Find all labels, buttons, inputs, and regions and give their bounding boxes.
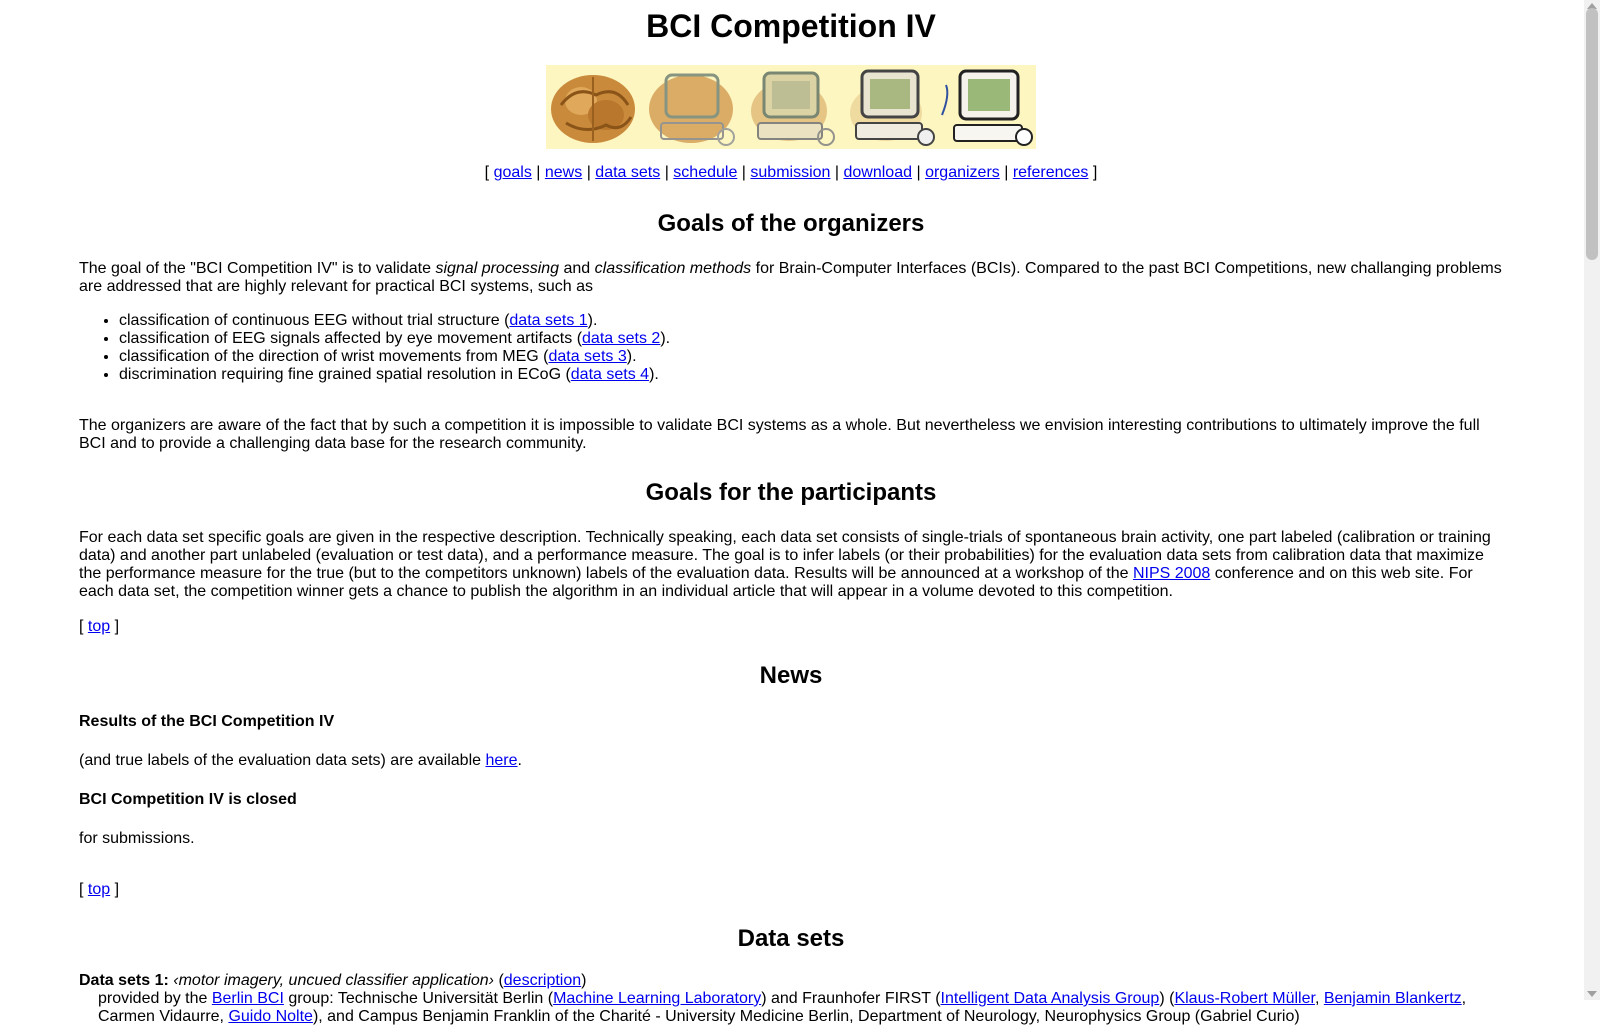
link-guido-nolte[interactable]: Guido Nolte: [228, 1008, 313, 1025]
link-here[interactable]: here: [485, 752, 518, 769]
section-heading-data-sets: Data sets: [737, 925, 845, 952]
list-item: • discrimination requiring fine grained spatial resolution in ECoG (data sets 4).: [119, 366, 1503, 384]
nav-separator: |: [536, 164, 541, 181]
news-results-text: (and true labels of the evaluation data sets) are available here.: [79, 752, 522, 769]
top-link-line: [ top ]: [79, 881, 120, 898]
nav-link-organizers[interactable]: organizers: [925, 164, 1000, 181]
page-title: BCI Competition IV: [646, 8, 936, 44]
link-ida-group[interactable]: Intelligent Data Analysis Group: [940, 990, 1160, 1007]
nav-separator: |: [741, 164, 746, 181]
banner-image: [546, 65, 1036, 149]
walnut-icon: [551, 75, 635, 143]
nav-separator: |: [1004, 164, 1009, 181]
nav-separator: |: [664, 164, 669, 181]
nav-link-schedule[interactable]: schedule: [673, 164, 738, 181]
section-heading-news: News: [759, 662, 823, 689]
link-nips-2008[interactable]: NIPS 2008: [1132, 565, 1211, 582]
link-benjamin-blankertz[interactable]: Benjamin Blankertz: [1323, 990, 1462, 1007]
scroll-down-icon[interactable]: [1587, 991, 1597, 997]
data-set-1-title: Data sets 1: ‹motor imagery, uncued classifier application› (description): [79, 972, 587, 989]
link-berlin-bci[interactable]: Berlin BCI: [211, 990, 284, 1007]
link-data-sets-2[interactable]: data sets 2: [582, 330, 661, 347]
nav-bracket-close: ]: [1092, 164, 1098, 181]
link-data-sets-1[interactable]: data sets 1: [509, 312, 588, 329]
goals-organizers-intro: The goal of the "BCI Competition IV" is to validate signal processing and classification methods for Brain-Computer Interfaces (BCIs). Compared to the past BCI Competitions, new challanging problems are addressed that are highly relevant for practical BCI systems, such as: [79, 260, 1502, 295]
data-set-1-provider: provided by the Berlin BCI group: Technische Universität Berlin (Machine Learning Laboratory) and Fraunhofer FIRST (Intelligent Data Analysis Group) (Klaus-Robert Müller, Benjamin Blankertz, Carmen Vidaurre, Guido Nolte), and Campus Benjamin Franklin of the Charité - University Medicine Berlin, Department of Neurology, Neurophysics Group (Gabriel Curio): [98, 990, 1467, 1025]
nav-bar: [79, 164, 1503, 184]
vertical-scrollbar[interactable]: [1584, 0, 1600, 1000]
goals-participants-text: For each data set specific goals are given in the respective description. Technically speaking, each data set consists of single-trials of spontaneous brain activity, one part labeled (calibration or training data) and another part unlabeled (evaluation or test data), and a performance measure. The goal is to infer labels (or their probabilities) for the evaluation data sets from calibration data that maximize the performance measure for the true (but to the competitors unknown) labels of the evaluation data. Results will be announced at a workshop of the NIPS 2008 conference and on this web site. For each data set, the competition winner gets a chance to publish the algorithm in an individual article that will appear in a volume devoted to this competition.: [79, 529, 1491, 600]
top-link[interactable]: top: [87, 881, 111, 898]
top-link-line: [ top ]: [79, 618, 120, 635]
list-item: • classification of EEG signals affected by eye movement artifacts (data sets 2).: [119, 330, 1503, 348]
scrollbar-thumb[interactable]: [1586, 8, 1598, 260]
nav-link-data-sets[interactable]: data sets: [595, 164, 661, 181]
news-closed-text: for submissions.: [79, 830, 195, 847]
nav-separator: |: [916, 164, 921, 181]
list-item: • classification of the direction of wrist movements from MEG (data sets 3).: [119, 348, 1503, 366]
link-data-sets-4[interactable]: data sets 4: [570, 366, 650, 383]
news-results-heading: Results of the BCI Competition IV: [79, 713, 335, 730]
nav-link-goals[interactable]: goals: [493, 164, 532, 181]
news-closed-heading: BCI Competition IV is closed: [79, 791, 297, 808]
nav-link-news[interactable]: news: [544, 164, 583, 181]
page-content: [79, 0, 1503, 1026]
section-heading-goals-organizers: Goals of the organizers: [657, 210, 925, 237]
walnut-to-computer-icon: [546, 65, 1036, 149]
list-item: • classification of continuous EEG without trial structure (data sets 1).: [119, 312, 1503, 330]
nav-separator: |: [586, 164, 591, 181]
nav-link-download[interactable]: download: [843, 164, 912, 181]
link-data-sets-3[interactable]: data sets 3: [548, 348, 627, 365]
goals-organizers-closing: The organizers are aware of the fact that by such a competition it is impossible to validate BCI systems as a whole. But nevertheless we envision interesting contributions to ultimately improve the full BCI and to provide a challenging data base for the research community.: [79, 417, 1480, 452]
link-description[interactable]: description: [503, 972, 582, 989]
problem-list: [79, 312, 1503, 384]
nav-bracket-open: [: [484, 164, 490, 181]
section-heading-goals-participants: Goals for the participants: [645, 479, 937, 506]
nav-link-references[interactable]: references: [1012, 164, 1089, 181]
top-link[interactable]: top: [87, 618, 111, 635]
nav-separator: |: [834, 164, 840, 181]
link-klaus-robert-mueller[interactable]: Klaus-Robert Müller: [1174, 990, 1315, 1007]
nav-link-submission[interactable]: submission: [750, 164, 831, 181]
link-machine-learning-lab[interactable]: Machine Learning Laboratory: [553, 990, 762, 1007]
banner-container: [79, 65, 1503, 149]
